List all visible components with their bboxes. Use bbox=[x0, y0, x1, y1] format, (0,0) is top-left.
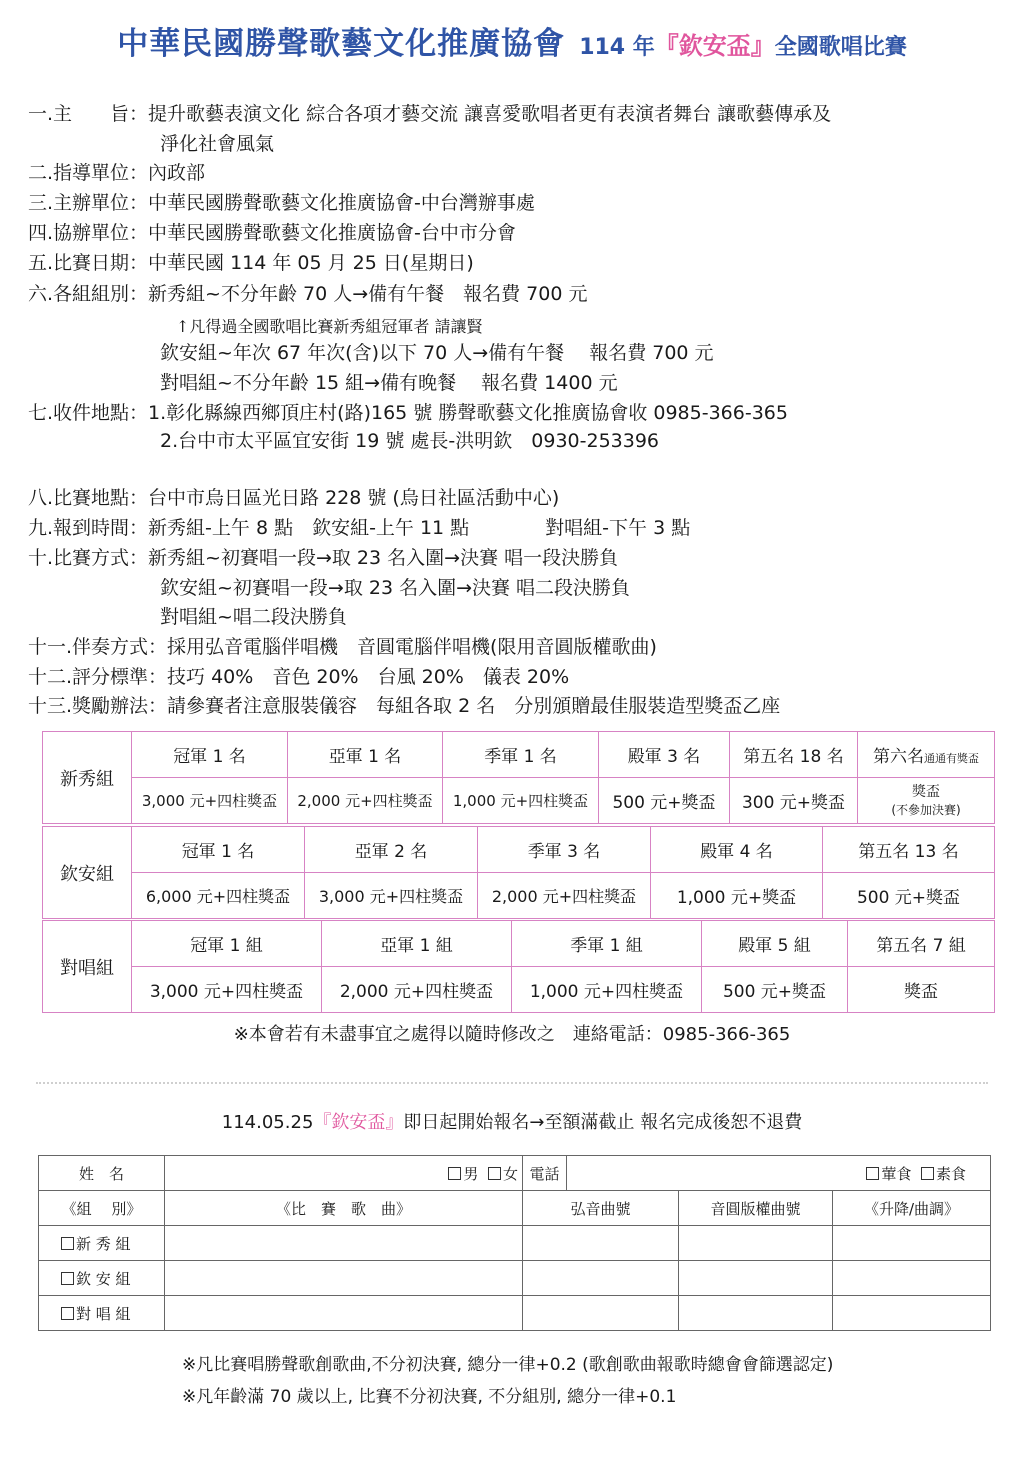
award-cell: 500 元+獎盃 bbox=[823, 873, 995, 919]
rank-cell-sixth: 第六名通通有獎盃 bbox=[858, 732, 995, 778]
rule-method: 十.比賽方式：新秀組~初賽唱一段→取 23 名入圍→決賽 唱一段決勝負 bbox=[28, 547, 619, 569]
event-name: 全國歌唱比賽 bbox=[774, 35, 907, 60]
rank-cell: 第五名 18 名 bbox=[730, 732, 858, 778]
group-option-duet[interactable]: 對 唱 組 bbox=[39, 1296, 165, 1331]
award-cell: 2,000 元+四柱獎盃 bbox=[478, 873, 651, 919]
yinyuan-field[interactable] bbox=[679, 1226, 833, 1261]
hongyin-field[interactable] bbox=[523, 1296, 679, 1331]
rank-cell: 亞軍 1 名 bbox=[288, 732, 443, 778]
rank-cell: 亞軍 2 名 bbox=[305, 827, 478, 873]
hongyin-field[interactable] bbox=[523, 1226, 679, 1261]
rule-organizer: 三.主辦單位：中華民國勝聲歌藝文化推廣協會-中台灣辦事處 bbox=[28, 192, 535, 214]
rule-groups-duet: 對唱組~不分年齡 15 組→備有晚餐 報名費 1400 元 bbox=[160, 372, 618, 394]
key-field[interactable] bbox=[833, 1261, 991, 1296]
group-name: 新秀組 bbox=[43, 732, 132, 824]
song-header: 《比 賽 歌 曲》 bbox=[165, 1191, 523, 1226]
award-cell: 3,000 元+四柱獎盃 bbox=[305, 873, 478, 919]
award-cell: 6,000 元+四柱獎盃 bbox=[132, 873, 305, 919]
rule-purpose-cont: 淨化社會風氣 bbox=[160, 133, 275, 155]
rank-cell: 季軍 1 組 bbox=[512, 921, 702, 967]
female-checkbox[interactable] bbox=[488, 1167, 501, 1180]
footnote-original-song: ※凡比賽唱勝聲歌創歌曲,不分初決賽, 總分一律+0.2 (歌創歌曲報歌時總會會篩選認定) bbox=[182, 1355, 834, 1375]
yinyuan-header: 音圓版權曲號 bbox=[679, 1191, 833, 1226]
award-cell: 3,000 元+四柱獎盃 bbox=[132, 778, 288, 824]
phone-field[interactable] bbox=[567, 1156, 833, 1191]
name-label: 姓 名 bbox=[39, 1156, 165, 1191]
key-header: 《升降/曲調》 bbox=[833, 1191, 991, 1226]
veg-checkbox[interactable] bbox=[921, 1167, 934, 1180]
song-field[interactable] bbox=[165, 1261, 523, 1296]
rank-cell: 殿軍 3 名 bbox=[599, 732, 730, 778]
rule-guidance: 二.指導單位：內政部 bbox=[28, 162, 206, 184]
award-cell: 300 元+獎盃 bbox=[730, 778, 858, 824]
rule-co-organizer: 四.協辦單位：中華民國勝聲歌藝文化推廣協會-台中市分會 bbox=[28, 222, 516, 244]
hongyin-field[interactable] bbox=[523, 1261, 679, 1296]
registration-form bbox=[38, 1155, 991, 1331]
award-cell: 500 元+獎盃 bbox=[702, 967, 848, 1013]
award-cell: 500 元+獎盃 bbox=[599, 778, 730, 824]
event-year: 114 年 bbox=[579, 35, 655, 60]
rule-groups-qinan: 欽安組~年次 67 年次(含)以下 70 人→備有午餐 報名費 700 元 bbox=[160, 342, 714, 364]
prize-table-rookie bbox=[42, 731, 995, 824]
group-name: 對唱組 bbox=[43, 921, 132, 1013]
key-field[interactable] bbox=[833, 1296, 991, 1331]
meat-checkbox[interactable] bbox=[866, 1167, 879, 1180]
key-field[interactable] bbox=[833, 1226, 991, 1261]
organization-name: 中華民國勝聲歌藝文化推廣協會 bbox=[117, 26, 566, 62]
contact-note: ※本會若有未盡事宜之處得以隨時修改之 連絡電話：0985-366-365 bbox=[233, 1024, 791, 1045]
rank-cell: 冠軍 1 組 bbox=[132, 921, 322, 967]
rank-cell: 亞軍 1 組 bbox=[322, 921, 512, 967]
rule-date: 五.比賽日期：中華民國 114 年 05 月 25 日(星期日) bbox=[28, 252, 474, 274]
group-option-qinan[interactable]: 欽 安 組 bbox=[39, 1261, 165, 1296]
rank-cell: 季軍 1 名 bbox=[443, 732, 599, 778]
meal-choice: 葷食 素食 bbox=[833, 1156, 991, 1191]
name-field[interactable] bbox=[165, 1156, 413, 1191]
yinyuan-field[interactable] bbox=[679, 1261, 833, 1296]
footnote-senior: ※凡年齡滿 70 歲以上, 比賽不分初決賽, 不分組別, 總分一律+0.1 bbox=[182, 1387, 677, 1407]
cut-line bbox=[36, 1082, 988, 1084]
gender-choice: 男 女 bbox=[413, 1156, 523, 1191]
rule-method-qinan: 欽安組~初賽唱一段→取 23 名入圍→決賽 唱二段決勝負 bbox=[160, 577, 631, 599]
male-checkbox[interactable] bbox=[448, 1167, 461, 1180]
song-field[interactable] bbox=[165, 1226, 523, 1261]
award-cell: 1,000 元+四柱獎盃 bbox=[512, 967, 702, 1013]
rank-cell: 第五名 7 組 bbox=[848, 921, 995, 967]
rule-purpose: 一.主 旨：提升歌藝表演文化 綜合各項才藝交流 讓喜愛歌唱者更有表演者舞台 讓歌藝傳承及 bbox=[28, 103, 832, 125]
award-cell-sixth: 獎盃 (不參加決賽) bbox=[858, 778, 995, 824]
prize-table-qinan bbox=[42, 826, 995, 919]
phone-label: 電話 bbox=[523, 1156, 567, 1191]
rule-scoring: 十二.評分標準：技巧 40% 音色 20% 台風 20% 儀表 20% bbox=[28, 666, 570, 688]
prize-table-duet bbox=[42, 920, 995, 1013]
rule-method-duet: 對唱組~唱二段決勝負 bbox=[160, 606, 347, 628]
song-field[interactable] bbox=[165, 1296, 523, 1331]
checkbox[interactable] bbox=[61, 1307, 74, 1320]
rule-rewards: 十三.獎勵辦法：請參賽者注意服裝儀容 每組各取 2 名 分別頒贈最佳服裝造型獎盃乙座 bbox=[28, 695, 781, 717]
award-cell: 2,000 元+四柱獎盃 bbox=[322, 967, 512, 1013]
yinyuan-field[interactable] bbox=[679, 1296, 833, 1331]
award-cell: 1,000 元+四柱獎盃 bbox=[443, 778, 599, 824]
award-cell: 3,000 元+四柱獎盃 bbox=[132, 967, 322, 1013]
rule-accompaniment: 十一.伴奏方式：採用弘音電腦伴唱機 音圓電腦伴唱機(限用音圓版權歌曲) bbox=[28, 636, 657, 658]
signup-notice: 114.05.25『欽安盃』即日起開始報名→至額滿截止 報名完成後恕不退費 bbox=[221, 1112, 803, 1133]
rank-cell: 冠軍 1 名 bbox=[132, 732, 288, 778]
rookie-note: ↑凡得過全國歌唱比賽新秀組冠軍者 請讓賢 bbox=[176, 317, 483, 336]
page-title bbox=[0, 18, 1024, 63]
group-option-rookie[interactable]: 新 秀 組 bbox=[39, 1226, 165, 1261]
cup-name: 『欽安盃』 bbox=[654, 32, 775, 60]
hongyin-header: 弘音曲號 bbox=[523, 1191, 679, 1226]
rank-cell: 第五名 13 名 bbox=[823, 827, 995, 873]
rank-cell: 殿軍 5 組 bbox=[702, 921, 848, 967]
award-cell: 2,000 元+四柱獎盃 bbox=[288, 778, 443, 824]
rule-checkin: 九.報到時間：新秀組-上午 8 點 欽安組-上午 11 點 對唱組-下午 3 點 bbox=[28, 517, 691, 539]
rank-cell: 殿軍 4 名 bbox=[651, 827, 823, 873]
rule-groups: 六.各組組別：新秀組~不分年齡 70 人→備有午餐 報名費 700 元 bbox=[28, 283, 588, 305]
rank-cell: 季軍 3 名 bbox=[478, 827, 651, 873]
award-cell: 1,000 元+獎盃 bbox=[651, 873, 823, 919]
group-name: 欽安組 bbox=[43, 827, 132, 919]
rule-address-2: 2.台中市太平區宜安街 19 號 處長-洪明欽 0930-253396 bbox=[160, 430, 660, 452]
rule-venue: 八.比賽地點：台中市烏日區光日路 228 號 (烏日社區活動中心) bbox=[28, 487, 560, 509]
checkbox[interactable] bbox=[61, 1272, 74, 1285]
rule-address-1: 七.收件地點：1.彰化縣線西鄉頂庄村(路)165 號 勝聲歌藝文化推廣協會收 0985-366-365 bbox=[28, 402, 788, 424]
rank-cell: 冠軍 1 名 bbox=[132, 827, 305, 873]
group-header: 《組 別》 bbox=[39, 1191, 165, 1226]
award-cell: 獎盃 bbox=[848, 967, 995, 1013]
checkbox[interactable] bbox=[61, 1237, 74, 1250]
